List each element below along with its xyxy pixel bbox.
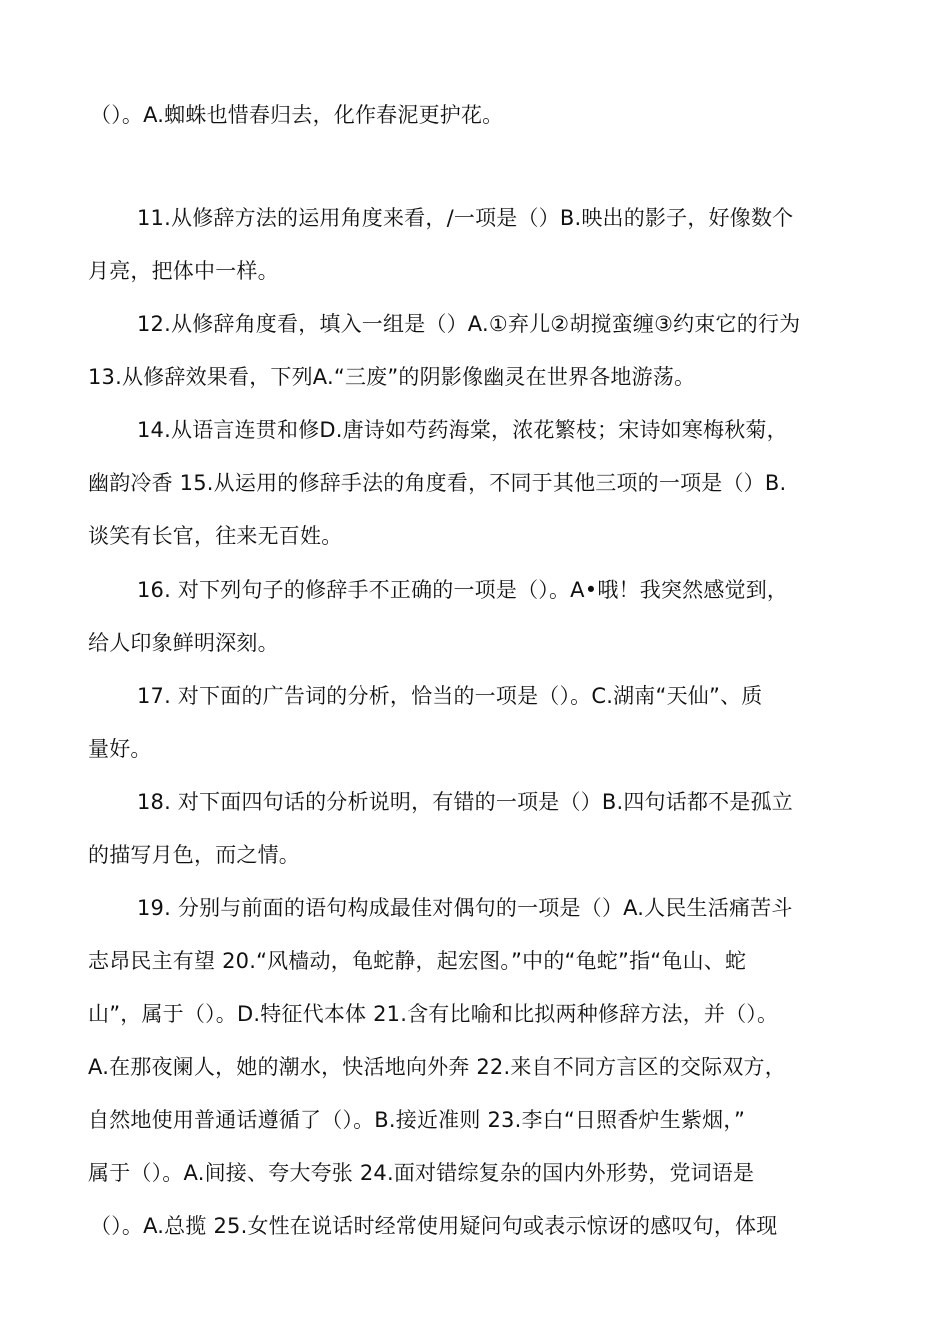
text-line: 自然地使用普通话遵循了（）。B.接近准则 23.李白“日照香炉生紫烟，” <box>88 1108 746 1132</box>
text-line: 给人印象鲜明深刻。 <box>88 631 279 655</box>
text-line: 17. 对下面的广告词的分析，恰当的一项是（）。C.湖南“天仙”、质 <box>137 684 763 708</box>
text-line: 志昂民主有望 20.“风樯动，龟蛇静，起宏图。”中的“龟蛇”指“龟山、蛇 <box>88 949 747 973</box>
text-line: 18. 对下面四句话的分析说明，有错的一项是（）B.四句话都不是孤立 <box>137 790 793 814</box>
text-line: A.在那夜阑人，她的潮水，快活地向外奔 22.来自不同方言区的交际双方， <box>88 1055 786 1079</box>
text-line: 13.从修辞效果看，下列A.“三废”的阴影像幽灵在世界各地游荡。 <box>88 365 696 389</box>
text-line: 山”，属于（）。D.特征代本体 21.含有比喻和比拟两种修辞方法，并（）。 <box>88 1002 779 1026</box>
text-line: （）。A.蜘蛛也惜春归去，化作春泥更护花。 <box>90 103 504 127</box>
text-line: （）。A.总揽 25.女性在说话时经常使用疑问句或表示惊讶的感叹句，体现 <box>90 1214 778 1238</box>
text-line: 的描写月色，而之情。 <box>88 843 300 867</box>
text-line: 11.从修辞方法的运用角度来看，/一项是（）B.映出的影子，好像数个 <box>137 206 794 230</box>
text-line: 14.从语言连贯和修D.唐诗如芍药海棠，浓花繁枝；宋诗如寒梅秋菊， <box>137 418 788 442</box>
text-line: 12.从修辞角度看，填入一组是（）A.①弃儿②胡搅蛮缠③约束它的行为 <box>137 312 801 336</box>
text-line: 16. 对下列句子的修辞手不正确的一项是（）。A•哦！我突然感觉到， <box>137 578 789 602</box>
text-line: 量好。 <box>88 737 152 761</box>
text-line: 谈笑有长官，往来无百姓。 <box>88 524 343 548</box>
text-line: 19. 分别与前面的语句构成最佳对偶句的一项是（）A.人民生活痛苦斗 <box>137 896 793 920</box>
text-line: 属于（）。A.间接、夸大夸张 24.面对错综复杂的国内外形势，党词语是 <box>88 1161 755 1185</box>
text-line: 月亮，把体中一样。 <box>88 259 279 283</box>
text-line: 幽韵冷香 15.从运用的修辞手法的角度看，不同于其他三项的一项是（）B. <box>88 471 787 495</box>
